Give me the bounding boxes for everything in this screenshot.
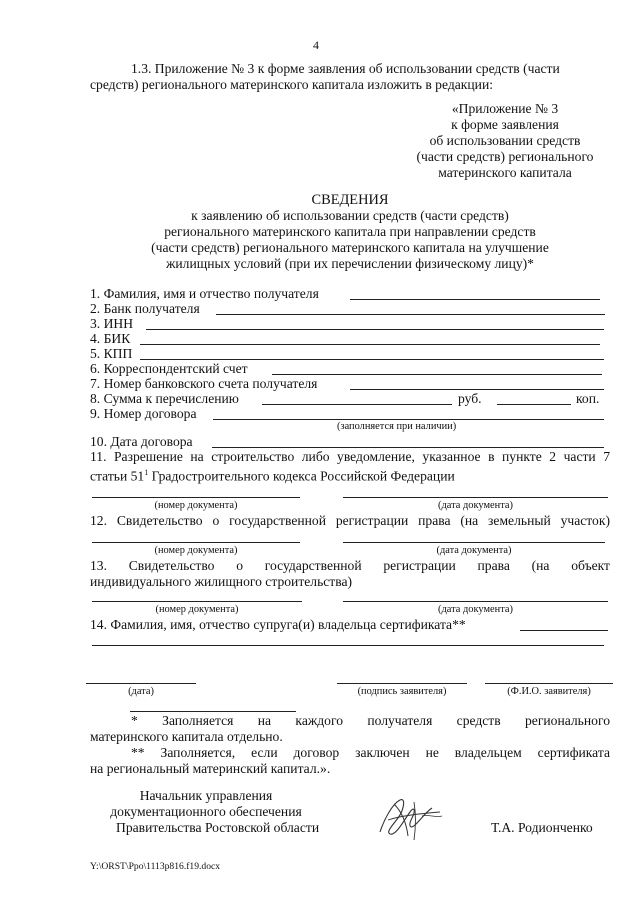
field-11-text-b: Градостроительного кодекса Российской Федерации [148, 468, 455, 484]
field-11-line-1: 11. Разрешение на строительство либо уведомление, указанное в пункте 2 части 7 [90, 449, 610, 464]
field-13-line-2: индивидуального жилищного строительства) [90, 574, 353, 589]
signatory-line-3: Правительства Ростовской области [116, 820, 320, 835]
date-caption: (дата) [128, 686, 154, 697]
handwritten-signature [370, 790, 450, 846]
field-12-label: 12. Свидетельство о государственной регистрации права (на земельный участок) [90, 513, 610, 528]
field-2-line[interactable] [216, 314, 605, 315]
field-11-doc-number-caption: (номер документа) [154, 500, 238, 511]
field-8-kop-line[interactable] [497, 404, 571, 405]
field-8-rub-label: руб. [458, 391, 482, 406]
field-9-line[interactable] [213, 419, 604, 420]
intro-line-2: средств) регионального материнского капитала изложить в редакции: [90, 77, 493, 92]
field-9-note: (заполняется при наличии) [337, 421, 457, 432]
subtitle-line: жилищных условий (при их перечислении физическому лицу)* [166, 256, 534, 271]
field-11-doc-number-line[interactable] [92, 497, 300, 498]
field-4-line[interactable] [140, 344, 600, 345]
page-number: 4 [313, 38, 319, 52]
signature-line[interactable] [337, 683, 467, 684]
subtitle-line: (части средств) регионального материнского капитала на улучшение [151, 240, 549, 255]
signature-caption: (подпись заявителя) [357, 686, 447, 697]
field-11-superscript: 1 [144, 468, 149, 477]
field-5-label: 5. КПП [90, 346, 133, 361]
field-8-label: 8. Сумма к перечислению [90, 391, 239, 406]
field-3-line[interactable] [146, 329, 604, 330]
field-12-doc-date-caption: (дата документа) [436, 545, 512, 556]
subtitle-line: регионального материнского капитала при направлении средств [164, 224, 536, 239]
signatory-line-2: документационного обеспечения [110, 804, 302, 819]
field-13-doc-number-caption: (номер документа) [155, 604, 239, 615]
field-4-label: 4. БИК [90, 331, 131, 346]
field-7-line[interactable] [350, 389, 604, 390]
footnote-1-line-1: * Заполняется на каждого получателя средств регионального [131, 713, 610, 728]
field-3-label: 3. ИНН [90, 316, 134, 331]
field-9-label: 9. Номер договора [90, 406, 197, 421]
annex-line: (части средств) регионального [416, 149, 594, 164]
document-title: СВЕДЕНИЯ [311, 192, 389, 208]
field-11-doc-date-line[interactable] [343, 497, 608, 498]
field-11-doc-date-caption: (дата документа) [438, 500, 513, 511]
field-13-line-1: 13. Свидетельство о государственной регистрации права (на объект [90, 558, 610, 573]
field-10-label: 10. Дата договора [90, 434, 193, 449]
field-5-line[interactable] [140, 359, 604, 360]
footnote-separator [130, 711, 296, 712]
footnote-1-line-2: материнского капитала отдельно. [90, 729, 283, 744]
fio-caption: (Ф.И.О. заявителя) [507, 686, 591, 697]
field-14-line-b[interactable] [92, 645, 604, 646]
subtitle-line: к заявлению об использовании средств (части средств) [191, 208, 509, 223]
field-11-text-a: статьи 51 [90, 468, 145, 484]
field-7-label: 7. Номер банковского счета получателя [90, 376, 318, 391]
field-13-doc-date-line[interactable] [343, 601, 608, 602]
annex-line: об использовании средств [429, 133, 581, 148]
signatory-name: Т.А. Родионченко [491, 820, 593, 835]
footnote-2-line-2: на региональный материнский капитал.». [90, 761, 331, 776]
field-13-doc-number-line[interactable] [92, 601, 302, 602]
field-2-label: 2. Банк получателя [90, 301, 200, 316]
field-1-line[interactable] [350, 299, 600, 300]
field-11-line-2 [90, 465, 455, 485]
annex-line: материнского капитала [438, 165, 572, 180]
field-12-doc-number-line[interactable] [92, 542, 300, 543]
field-10-line[interactable] [212, 447, 604, 448]
annex-line: к форме заявления [451, 117, 559, 132]
field-12-doc-number-caption: (номер документа) [154, 545, 238, 556]
field-13-doc-date-caption: (дата документа) [438, 604, 513, 615]
field-8-kop-label: коп. [576, 391, 600, 406]
date-line[interactable] [86, 683, 196, 684]
field-6-line[interactable] [272, 374, 602, 375]
intro-line-1: 1.3. Приложение № 3 к форме заявления об использовании средств (части [131, 61, 560, 76]
footnote-2-line-1: ** Заполняется, если договор заключен не владельцем сертификата [131, 745, 610, 760]
field-8-rub-line[interactable] [262, 404, 452, 405]
annex-line: «Приложение № 3 [451, 101, 559, 116]
field-1-label: 1. Фамилия, имя и отчество получателя [90, 286, 319, 301]
field-12-doc-date-line[interactable] [343, 542, 605, 543]
fio-line[interactable] [485, 683, 613, 684]
file-path: Y:\ORST\Ppo\1113p816.f19.docx [90, 861, 221, 872]
field-6-label: 6. Корреспондентский счет [90, 361, 248, 376]
field-14-label: 14. Фамилия, имя, отчество супруга(и) владельца сертификата** [90, 617, 466, 632]
field-14-line-a[interactable] [520, 630, 608, 631]
signatory-line-1: Начальник управления [139, 788, 273, 803]
